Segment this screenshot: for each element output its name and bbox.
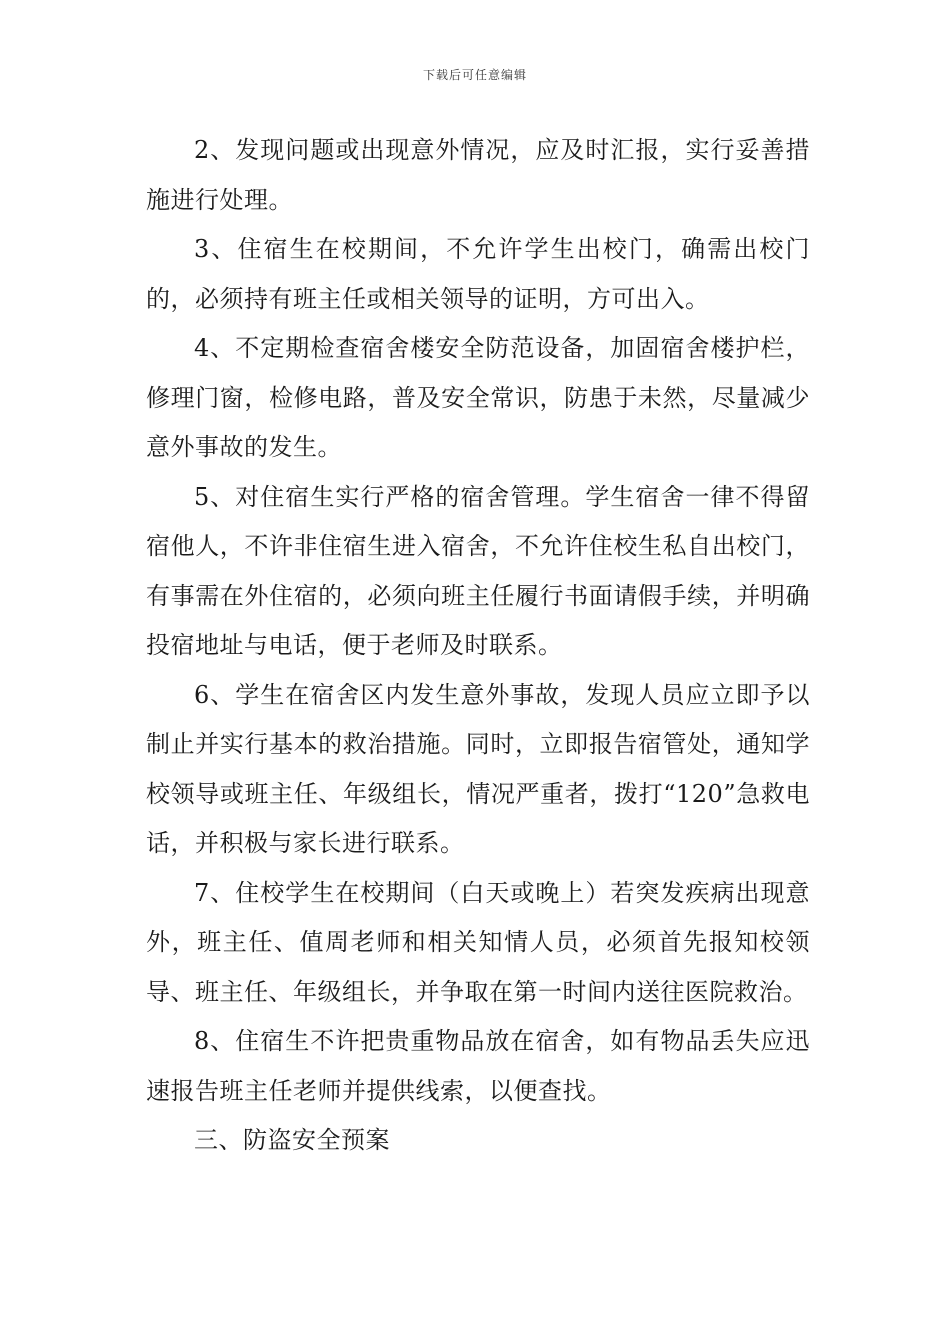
- document-body: [146, 126, 810, 1166]
- paragraph-item-5: 5、对住宿生实行严格的宿舍管理。学生宿舍一律不得留宿他人，不许非住宿生进入宿舍，不允许住校生私自出校门，有事需在外住宿的，必须向班主任履行书面请假手续，并明确投宿地址与电话，便于老师及时联系。: [146, 482, 810, 659]
- paragraph-item-2: 2、发现问题或出现意外情况，应及时汇报，实行妥善措施进行处理。: [146, 136, 810, 214]
- paragraph-item-8: 8、住宿生不许把贵重物品放在宿舍，如有物品丢失应迅速报告班主任老师并提供线索，以便查找。: [146, 1027, 810, 1105]
- paragraph-item-4: 4、不定期检查宿舍楼安全防范设备，加固宿舍楼护栏，修理门窗，检修电路，普及安全常识，防患于未然，尽量减少意外事故的发生。: [146, 334, 810, 461]
- header-note: 下载后可任意编辑: [422, 68, 527, 82]
- paragraph-item-6: 6、学生在宿舍区内发生意外事故，发现人员应立即予以制止并实行基本的救治措施。同时，立即报告宿管处，通知学校领导或班主任、年级组长，情况严重者，拨打“120”急救电话，并积极与家长进行联系。: [146, 680, 810, 857]
- section-heading-anti-theft: 三、防盗安全预案: [194, 1126, 390, 1154]
- paragraph-item-7: 7、住校学生在校期间（白天或晚上）若突发疾病出现意外，班主任、值周老师和相关知情人员，必须首先报知校领导、班主任、年级组长，并争取在第一时间内送往医院救治。: [146, 878, 810, 1006]
- paragraph-item-3: 3、住宿生在校期间，不允许学生出校门，确需出校门的，必须持有班主任或相关领导的证明，方可出入。: [146, 235, 810, 313]
